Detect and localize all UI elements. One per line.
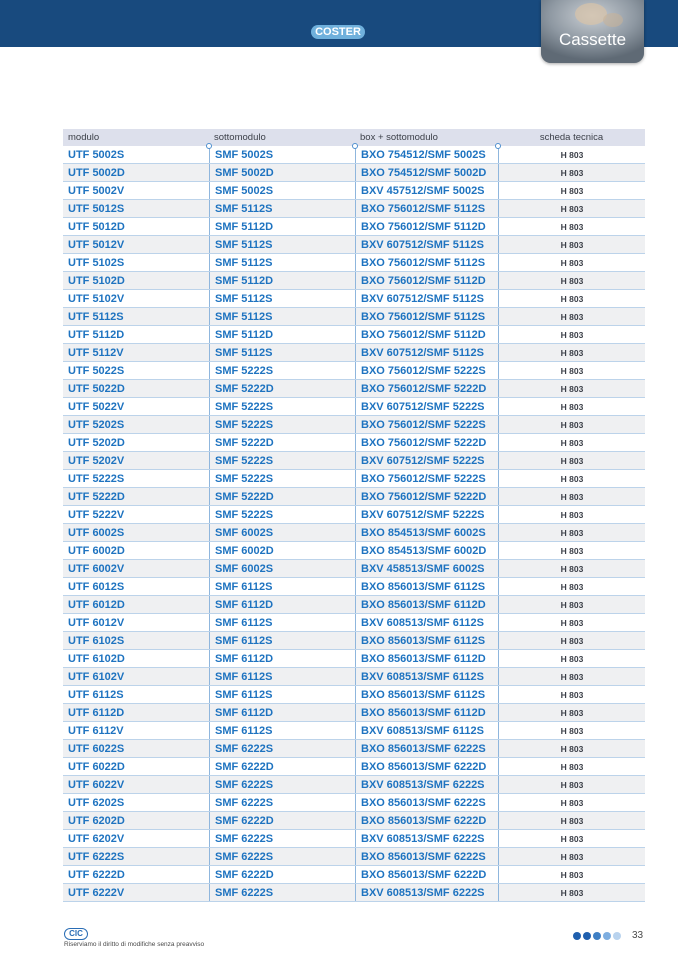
cell-scheda-tecnica: H 803 — [498, 614, 645, 631]
cell-sottomodulo: SMF 6002S — [209, 524, 355, 541]
cell-modulo: UTF 6202D — [68, 815, 125, 827]
cell-box-sottomodulo: BXV 607512/SMF 5112S — [355, 344, 498, 361]
cell-box-sottomodulo: BXV 457512/SMF 5002S — [355, 182, 498, 199]
cell-scheda-tecnica: H 803 — [498, 704, 645, 721]
cell-modulo: UTF 6022S — [68, 743, 125, 755]
table-row — [63, 614, 645, 632]
table-row — [63, 488, 645, 506]
table-row — [63, 542, 645, 560]
cell-scheda-tecnica: H 803 — [498, 650, 645, 667]
table-row — [63, 812, 645, 830]
table-row — [63, 866, 645, 884]
cell-box-sottomodulo: BXO 856013/SMF 6222S — [355, 794, 498, 811]
cell-scheda-tecnica: H 803 — [498, 506, 645, 523]
cell-scheda-tecnica: H 803 — [498, 290, 645, 307]
cell-scheda-tecnica: H 803 — [498, 848, 645, 865]
cell-sottomodulo: SMF 6222S — [209, 848, 355, 865]
column-header-modulo: modulo — [63, 129, 209, 146]
cell-sottomodulo: SMF 5222S — [209, 362, 355, 379]
cell-sottomodulo: SMF 5222S — [209, 416, 355, 433]
table-row — [63, 470, 645, 488]
cell-sottomodulo: SMF 5112D — [209, 272, 355, 289]
table-row — [63, 650, 645, 668]
cell-scheda-tecnica: H 803 — [498, 398, 645, 415]
table-row — [63, 416, 645, 434]
cell-scheda-tecnica: H 803 — [498, 200, 645, 217]
table-row — [63, 686, 645, 704]
cell-scheda-tecnica: H 803 — [498, 686, 645, 703]
table-row — [63, 200, 645, 218]
cell-modulo: UTF 6012D — [68, 599, 125, 611]
cell-modulo: UTF 5022D — [68, 383, 125, 395]
cell-box-sottomodulo: BXO 754512/SMF 5002D — [355, 164, 498, 181]
table-row — [63, 596, 645, 614]
cell-modulo: UTF 6002D — [68, 545, 125, 557]
cell-sottomodulo: SMF 5112S — [209, 290, 355, 307]
cell-scheda-tecnica: H 803 — [498, 632, 645, 649]
cell-scheda-tecnica: H 803 — [498, 344, 645, 361]
cell-box-sottomodulo: BXV 458513/SMF 6002S — [355, 560, 498, 577]
table-row — [63, 164, 645, 182]
cell-box-sottomodulo: BXO 756012/SMF 5112S — [355, 200, 498, 217]
cell-box-sottomodulo: BXO 756012/SMF 5222D — [355, 488, 498, 505]
cell-box-sottomodulo: BXO 754512/SMF 5002S — [355, 146, 498, 163]
cell-modulo: UTF 5012S — [68, 203, 125, 215]
cell-sottomodulo: SMF 6222D — [209, 812, 355, 829]
cell-box-sottomodulo: BXV 608513/SMF 6222S — [355, 884, 498, 901]
cell-scheda-tecnica: H 803 — [498, 722, 645, 739]
cell-box-sottomodulo: BXO 854513/SMF 6002D — [355, 542, 498, 559]
cell-sottomodulo: SMF 5002D — [209, 164, 355, 181]
cell-box-sottomodulo: BXO 756012/SMF 5222S — [355, 362, 498, 379]
cell-modulo: UTF 6112V — [68, 725, 124, 737]
cell-sottomodulo: SMF 6112D — [209, 704, 355, 721]
cell-modulo: UTF 5022V — [68, 401, 125, 413]
cell-modulo: UTF 6222S — [68, 851, 125, 863]
column-header-sottomodulo: sottomodulo — [209, 129, 355, 146]
section-tab — [541, 0, 644, 63]
cell-scheda-tecnica: H 803 — [498, 794, 645, 811]
cell-box-sottomodulo: BXO 756012/SMF 5222D — [355, 380, 498, 397]
table-row — [63, 776, 645, 794]
table-row — [63, 722, 645, 740]
cell-modulo: UTF 5102D — [68, 275, 125, 287]
cell-modulo: UTF 5002V — [68, 185, 125, 197]
cell-modulo: UTF 6002S — [68, 527, 125, 539]
cell-modulo: UTF 6102D — [68, 653, 125, 665]
page-dot — [603, 932, 611, 940]
page-dot — [583, 932, 591, 940]
cell-box-sottomodulo: BXO 856013/SMF 6112S — [355, 578, 498, 595]
cell-scheda-tecnica: H 803 — [498, 470, 645, 487]
cell-box-sottomodulo: BXV 607512/SMF 5222S — [355, 506, 498, 523]
column-header-box-sottomodulo: box + sottomodulo — [355, 129, 498, 146]
cell-box-sottomodulo: BXO 856013/SMF 6112D — [355, 596, 498, 613]
table-row — [63, 740, 645, 758]
cell-scheda-tecnica: H 803 — [498, 488, 645, 505]
cell-sottomodulo: SMF 6222D — [209, 758, 355, 775]
cell-sottomodulo: SMF 5222S — [209, 506, 355, 523]
table-row — [63, 236, 645, 254]
cell-modulo: UTF 5012V — [68, 239, 125, 251]
brand-badge: COSTER — [311, 25, 365, 39]
cell-box-sottomodulo: BXO 856013/SMF 6222S — [355, 740, 498, 757]
cell-sottomodulo: SMF 6112S — [209, 578, 355, 595]
cell-modulo: UTF 6222D — [68, 869, 125, 881]
cell-scheda-tecnica: H 803 — [498, 308, 645, 325]
cell-sottomodulo: SMF 6222S — [209, 776, 355, 793]
cell-modulo: UTF 5222V — [68, 509, 125, 521]
cell-box-sottomodulo: BXO 756012/SMF 5112D — [355, 326, 498, 343]
table-row — [63, 182, 645, 200]
cell-modulo: UTF 6112S — [68, 689, 124, 701]
cell-modulo: UTF 5102S — [68, 257, 125, 269]
cell-sottomodulo: SMF 5002S — [209, 182, 355, 199]
cell-sottomodulo: SMF 5222S — [209, 398, 355, 415]
cell-box-sottomodulo: BXO 856013/SMF 6112S — [355, 686, 498, 703]
cell-scheda-tecnica: H 803 — [498, 668, 645, 685]
cell-scheda-tecnica: H 803 — [498, 182, 645, 199]
cell-scheda-tecnica: H 803 — [498, 326, 645, 343]
cell-sottomodulo: SMF 5112D — [209, 218, 355, 235]
table-row — [63, 848, 645, 866]
cell-box-sottomodulo: BXO 756012/SMF 5112D — [355, 218, 498, 235]
table-row — [63, 578, 645, 596]
cell-scheda-tecnica: H 803 — [498, 380, 645, 397]
cell-scheda-tecnica: H 803 — [498, 236, 645, 253]
cell-modulo: UTF 5012D — [68, 221, 125, 233]
cell-modulo: UTF 5202D — [68, 437, 125, 449]
cell-scheda-tecnica: H 803 — [498, 272, 645, 289]
cell-modulo: UTF 5112V — [68, 347, 124, 359]
cell-modulo: UTF 6102V — [68, 671, 125, 683]
table-row — [63, 830, 645, 848]
cell-modulo: UTF 5102V — [68, 293, 125, 305]
table-row — [63, 398, 645, 416]
cell-modulo: UTF 6012S — [68, 581, 125, 593]
cell-scheda-tecnica: H 803 — [498, 146, 645, 163]
table-row — [63, 344, 645, 362]
table-row — [63, 362, 645, 380]
cell-modulo: UTF 5002S — [68, 149, 125, 161]
cell-box-sottomodulo: BXO 856013/SMF 6112D — [355, 704, 498, 721]
cell-scheda-tecnica: H 803 — [498, 524, 645, 541]
table-row — [63, 632, 645, 650]
cell-box-sottomodulo: BXO 856013/SMF 6222D — [355, 758, 498, 775]
cell-box-sottomodulo: BXV 607512/SMF 5222S — [355, 398, 498, 415]
cell-box-sottomodulo: BXV 608513/SMF 6112S — [355, 722, 498, 739]
cell-sottomodulo: SMF 6112S — [209, 632, 355, 649]
cell-scheda-tecnica: H 803 — [498, 542, 645, 559]
cell-scheda-tecnica: H 803 — [498, 452, 645, 469]
cell-box-sottomodulo: BXO 854513/SMF 6002S — [355, 524, 498, 541]
page-indicator-dots — [573, 932, 621, 940]
cell-box-sottomodulo: BXV 608513/SMF 6112S — [355, 614, 498, 631]
cell-sottomodulo: SMF 5222D — [209, 434, 355, 451]
cell-box-sottomodulo: BXO 756012/SMF 5112S — [355, 254, 498, 271]
cell-scheda-tecnica: H 803 — [498, 434, 645, 451]
footer-disclaimer: Riserviamo il diritto di modifiche senza preavviso — [64, 941, 205, 948]
cell-sottomodulo: SMF 6112S — [209, 614, 355, 631]
table-row — [63, 290, 645, 308]
cell-scheda-tecnica: H 803 — [498, 578, 645, 595]
cell-modulo: UTF 5202V — [68, 455, 125, 467]
cell-sottomodulo: SMF 5112S — [209, 344, 355, 361]
cell-sottomodulo: SMF 6112S — [209, 722, 355, 739]
cell-modulo: UTF 5202S — [68, 419, 125, 431]
cell-box-sottomodulo: BXV 608513/SMF 6222S — [355, 830, 498, 847]
cell-box-sottomodulo: BXO 856013/SMF 6222D — [355, 866, 498, 883]
cell-sottomodulo: SMF 5222D — [209, 488, 355, 505]
cell-box-sottomodulo: BXO 856013/SMF 6222D — [355, 812, 498, 829]
cell-scheda-tecnica: H 803 — [498, 416, 645, 433]
cell-scheda-tecnica: H 803 — [498, 776, 645, 793]
cell-modulo: UTF 6202V — [68, 833, 125, 845]
cell-box-sottomodulo: BXO 756012/SMF 5222D — [355, 434, 498, 451]
cell-modulo: UTF 5022S — [68, 365, 125, 377]
page-dot — [573, 932, 581, 940]
cell-scheda-tecnica: H 803 — [498, 866, 645, 883]
cell-box-sottomodulo: BXV 607512/SMF 5112S — [355, 236, 498, 253]
cell-modulo: UTF 6112D — [68, 707, 125, 719]
page-number: 33 — [632, 930, 644, 941]
cell-sottomodulo: SMF 5222D — [209, 380, 355, 397]
cell-sottomodulo: SMF 6222S — [209, 830, 355, 847]
cell-modulo: UTF 6022V — [68, 779, 125, 791]
table-row — [63, 560, 645, 578]
cell-scheda-tecnica: H 803 — [498, 812, 645, 829]
cell-sottomodulo: SMF 6002D — [209, 542, 355, 559]
cell-sottomodulo: SMF 6222S — [209, 740, 355, 757]
table-row — [63, 272, 645, 290]
cell-modulo: UTF 6222V — [68, 887, 125, 899]
cell-box-sottomodulo: BXV 607512/SMF 5112S — [355, 290, 498, 307]
cell-box-sottomodulo: BXV 607512/SMF 5222S — [355, 452, 498, 469]
cell-scheda-tecnica: H 803 — [498, 164, 645, 181]
cell-box-sottomodulo: BXV 608513/SMF 6222S — [355, 776, 498, 793]
cell-sottomodulo: SMF 6222D — [209, 866, 355, 883]
cell-scheda-tecnica: H 803 — [498, 596, 645, 613]
cell-box-sottomodulo: BXO 856013/SMF 6222S — [355, 848, 498, 865]
cell-sottomodulo: SMF 5112S — [209, 308, 355, 325]
cell-sottomodulo: SMF 5112S — [209, 200, 355, 217]
page-dot — [613, 932, 621, 940]
table-row — [63, 524, 645, 542]
cell-box-sottomodulo: BXO 856013/SMF 6112S — [355, 632, 498, 649]
table-body — [63, 146, 645, 902]
table-row — [63, 308, 645, 326]
cell-scheda-tecnica: H 803 — [498, 830, 645, 847]
cell-box-sottomodulo: BXO 756012/SMF 5222S — [355, 470, 498, 487]
company-logo: CIC — [64, 928, 88, 940]
table-row — [63, 218, 645, 236]
table-row — [63, 326, 645, 344]
cell-modulo: UTF 5222D — [68, 491, 125, 503]
cell-scheda-tecnica: H 803 — [498, 218, 645, 235]
cell-sottomodulo: SMF 5222S — [209, 470, 355, 487]
cell-scheda-tecnica: H 803 — [498, 884, 645, 901]
table-row — [63, 506, 645, 524]
table-row — [63, 668, 645, 686]
product-table — [63, 129, 645, 902]
table-row — [63, 758, 645, 776]
cell-modulo: UTF 5222S — [68, 473, 125, 485]
table-row — [63, 794, 645, 812]
cell-modulo: UTF 5002D — [68, 167, 125, 179]
table-row — [63, 884, 645, 902]
table-header — [63, 129, 645, 146]
column-header-scheda-tecnica: scheda tecnica — [539, 132, 604, 143]
cell-box-sottomodulo: BXO 756012/SMF 5222S — [355, 416, 498, 433]
cell-scheda-tecnica: H 803 — [498, 560, 645, 577]
cell-box-sottomodulo: BXO 756012/SMF 5112D — [355, 272, 498, 289]
cell-scheda-tecnica: H 803 — [498, 740, 645, 757]
cell-modulo: UTF 6002V — [68, 563, 125, 575]
cell-modulo: UTF 5112D — [68, 329, 125, 341]
cell-sottomodulo: SMF 6112D — [209, 650, 355, 667]
cell-sottomodulo: SMF 5222S — [209, 452, 355, 469]
page-dot — [593, 932, 601, 940]
cell-sottomodulo: SMF 6222S — [209, 884, 355, 901]
cell-sottomodulo: SMF 6112S — [209, 668, 355, 685]
cell-modulo: UTF 6202S — [68, 797, 125, 809]
cell-modulo: UTF 6012V — [68, 617, 125, 629]
cell-scheda-tecnica: H 803 — [498, 362, 645, 379]
cell-box-sottomodulo: BXV 608513/SMF 6112S — [355, 668, 498, 685]
cell-sottomodulo: SMF 5112S — [209, 236, 355, 253]
cell-sottomodulo: SMF 6222S — [209, 794, 355, 811]
cell-sottomodulo: SMF 5112D — [209, 326, 355, 343]
table-row — [63, 434, 645, 452]
table-row — [63, 452, 645, 470]
cell-modulo: UTF 6102S — [68, 635, 125, 647]
cell-sottomodulo: SMF 6112S — [209, 686, 355, 703]
table-row — [63, 380, 645, 398]
cell-scheda-tecnica: H 803 — [498, 254, 645, 271]
table-row — [63, 254, 645, 272]
cell-sottomodulo: SMF 5002S — [209, 146, 355, 163]
cell-sottomodulo: SMF 6112D — [209, 596, 355, 613]
cell-scheda-tecnica: H 803 — [498, 758, 645, 775]
cell-modulo: UTF 5112S — [68, 311, 124, 323]
cell-sottomodulo: SMF 6002S — [209, 560, 355, 577]
table-row — [63, 704, 645, 722]
cell-sottomodulo: SMF 5112S — [209, 254, 355, 271]
cell-box-sottomodulo: BXO 856013/SMF 6112D — [355, 650, 498, 667]
section-title: Cassette — [558, 30, 627, 49]
cell-box-sottomodulo: BXO 756012/SMF 5112S — [355, 308, 498, 325]
cell-modulo: UTF 6022D — [68, 761, 125, 773]
